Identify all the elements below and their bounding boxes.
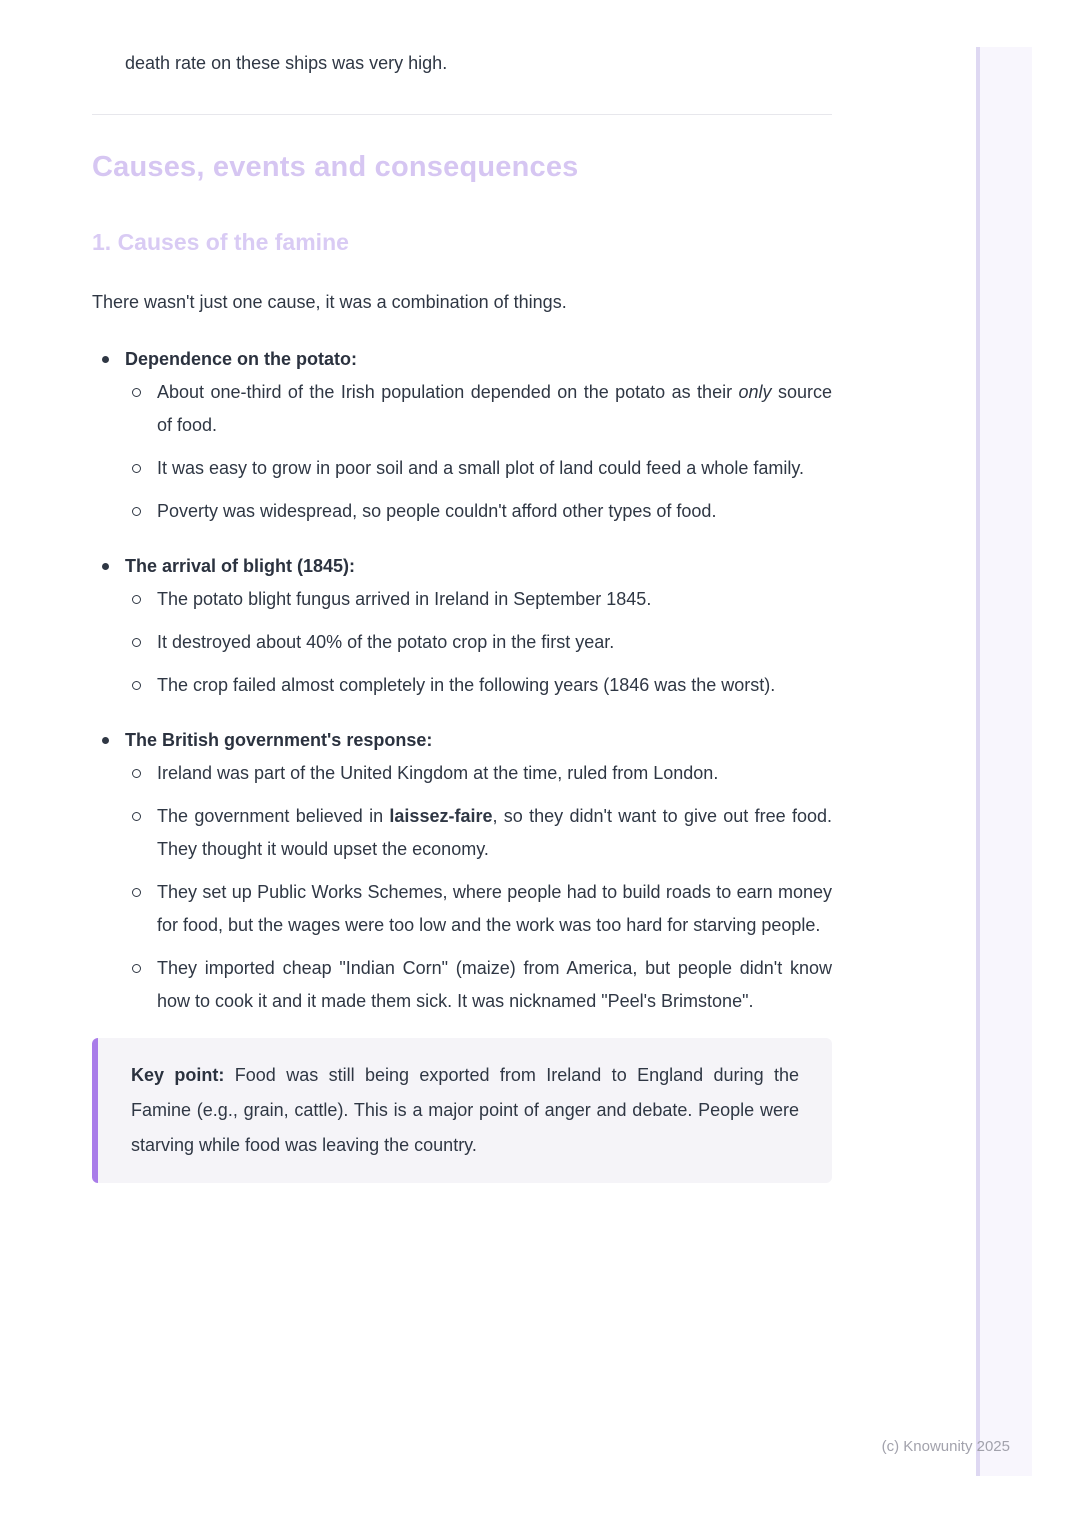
- list-item: [125, 495, 832, 528]
- list-item-title: Dependence on the potato:: [125, 349, 358, 369]
- sub-list: [125, 376, 832, 528]
- list-item: [125, 583, 832, 616]
- list-item-text: About one-third of the Irish population depended on the potato as their: [157, 382, 739, 402]
- paragraph-continuation: death rate on these ships was very high.: [125, 53, 448, 73]
- bullet-disc-icon: [102, 737, 109, 744]
- list-item-text: Ireland was part of the United Kingdom at the time, ruled from London.: [157, 763, 719, 783]
- list-item: [125, 452, 832, 485]
- list-item-text-italic: only: [738, 382, 772, 402]
- list-item-government: [92, 724, 832, 1018]
- list-item-text: source of food.: [157, 382, 832, 435]
- list-item-text: They set up Public Works Schemes, where people had to build roads to earn money for food, but the wages were too low and the work was too hard for starving people.: [157, 882, 832, 935]
- list-item: [125, 626, 832, 659]
- list-item: [125, 757, 832, 790]
- copyright-notice: (c) Knowunity 2025: [881, 1438, 1010, 1455]
- intro-paragraph: There wasn't just one cause, it was a combination of things.: [92, 292, 567, 312]
- bullet-disc-icon: [102, 356, 109, 363]
- list-item: [125, 876, 832, 942]
- bullet-disc-icon: [102, 563, 109, 570]
- list-item-text: They imported cheap "Indian Corn" (maize) from America, but people didn't know how to cook it and it made them sick. It was nicknamed "Peel's Brimstone".: [157, 958, 832, 1011]
- list-item-text: The potato blight fungus arrived in Ireland in September 1845.: [157, 589, 652, 609]
- list-item: [125, 952, 832, 1018]
- list-item-text: The crop failed almost completely in the following years (1846 was the worst).: [157, 675, 776, 695]
- bullet-circle-icon: [132, 388, 141, 397]
- bullet-circle-icon: [132, 888, 141, 897]
- subsection-heading: 1. Causes of the famine: [92, 229, 349, 255]
- bullet-circle-icon: [132, 769, 141, 778]
- keypoint-callout: [92, 1038, 832, 1183]
- keypoint-paragraph: [131, 1058, 799, 1163]
- list-item-text: The government believed in: [157, 806, 390, 826]
- bullet-circle-icon: [132, 507, 141, 516]
- section-divider: [92, 114, 832, 115]
- bullet-circle-icon: [132, 638, 141, 647]
- list-item: [125, 669, 832, 702]
- sub-list: [125, 583, 832, 702]
- list-item-text: It destroyed about 40% of the potato crop in the first year.: [157, 632, 615, 652]
- page-content: [92, 0, 832, 1183]
- list-item-text: It was easy to grow in poor soil and a small plot of land could feed a whole family.: [157, 458, 805, 478]
- causes-list: [92, 343, 832, 1018]
- keypoint-label: Key point:: [131, 1065, 225, 1085]
- list-item-blight: [92, 550, 832, 702]
- bullet-circle-icon: [132, 595, 141, 604]
- list-item: [125, 800, 832, 866]
- list-item: [125, 376, 832, 442]
- scrollbar-track[interactable]: [976, 47, 1032, 1476]
- list-item-title: The arrival of blight (1845):: [125, 556, 356, 576]
- list-item-text-bold: laissez-faire: [389, 806, 493, 826]
- list-item-text: Poverty was widespread, so people couldn't afford other types of food.: [157, 501, 717, 521]
- bullet-circle-icon: [132, 464, 141, 473]
- list-item-title: The British government's response:: [125, 730, 433, 750]
- list-item-text: , so they didn't want to give out free food. They thought it would upset the economy.: [157, 806, 833, 859]
- bullet-circle-icon: [132, 812, 141, 821]
- bullet-circle-icon: [132, 964, 141, 973]
- sub-list: [125, 757, 832, 1018]
- keypoint-text: Food was still being exported from Ireland to England during the Famine (e.g., grain, cattle). This is a major point of anger and debate. People were starving while food was leaving the country.: [131, 1065, 799, 1155]
- list-item-dependence: [92, 343, 832, 528]
- section-heading: Causes, events and consequences: [92, 151, 579, 183]
- bullet-circle-icon: [132, 681, 141, 690]
